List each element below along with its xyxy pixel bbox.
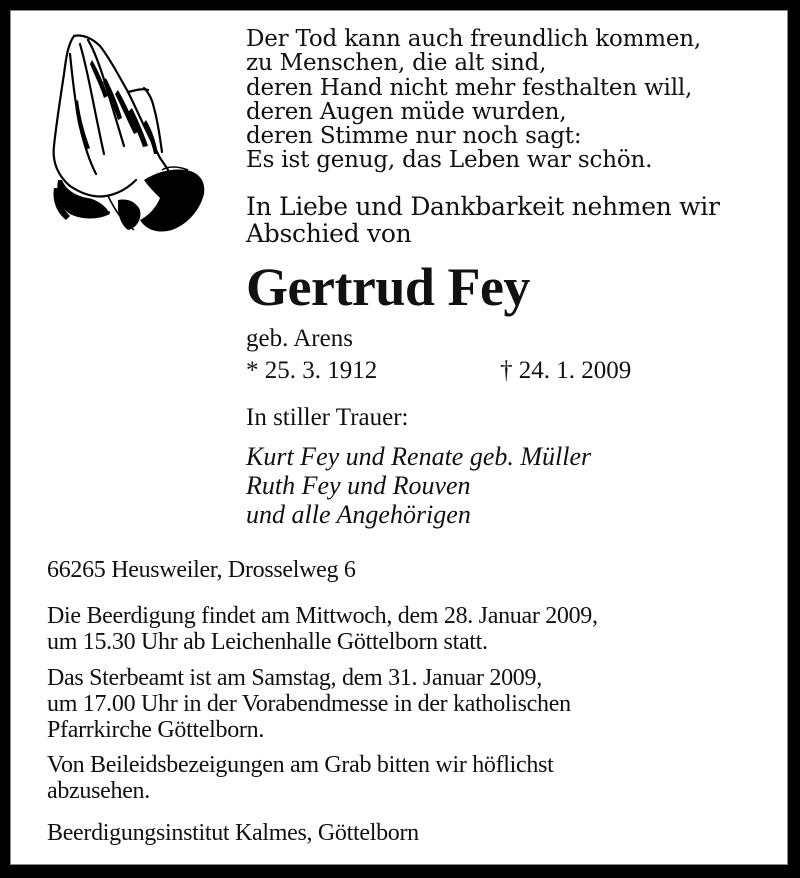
farewell-text <box>246 193 720 247</box>
funeral-line: Die Beerdigung findet am Mittwoch, dem 28. Januar 2009, <box>47 603 598 629</box>
undertaker: Beerdigungsinstitut Kalmes, Göttelborn <box>47 820 419 846</box>
mourner-line: Kurt Fey und Renate geb. Müller <box>246 442 592 471</box>
condolences-line: Von Beileidsbezeigungen am Grab bitten wir höflichst <box>47 752 554 778</box>
family-address: 66265 Heusweiler, Drosselweg 6 <box>47 557 356 583</box>
funeral-info <box>47 603 598 655</box>
mass-line: Das Sterbeamt ist am Samstag, dem 31. Januar 2009, <box>47 665 542 691</box>
praying-hands-icon <box>48 30 206 235</box>
mourners-list <box>246 442 591 529</box>
maiden-name: geb. Arens <box>246 325 353 352</box>
poem <box>246 27 701 173</box>
funeral-line: um 15.30 Uhr ab Leichenhalle Göttelborn statt. <box>47 629 488 655</box>
poem-line: zu Menschen, die alt sind, <box>246 50 547 77</box>
deceased-name: Gertrud Fey <box>246 257 530 317</box>
mourning-heading: In stiller Trauer: <box>246 404 409 431</box>
death-date: † 24. 1. 2009 <box>500 357 632 384</box>
farewell-line: In Liebe und Dankbarkeit nehmen wir <box>246 192 720 221</box>
condolences-note <box>47 752 554 804</box>
mass-line: um 17.00 Uhr in der Vorabendmesse in der katholischen <box>47 691 571 717</box>
poem-line: Der Tod kann auch freundlich kommen, <box>246 26 702 52</box>
poem-line: deren Hand nicht mehr festhalten will, <box>246 74 693 101</box>
farewell-line: Abschied von <box>246 219 412 248</box>
poem-line: Es ist genug, das Leben war schön. <box>246 147 653 174</box>
mourner-line: Ruth Fey und Rouven <box>246 471 471 500</box>
mourner-line: und alle Angehörigen <box>246 500 471 529</box>
mass-line: Pfarrkirche Göttelborn. <box>47 717 265 743</box>
requiem-mass-info <box>47 665 571 743</box>
birth-date: * 25. 3. 1912 <box>246 357 378 384</box>
condolences-line: abzusehen. <box>47 778 150 804</box>
poem-line: deren Stimme nur noch sagt: <box>246 123 582 150</box>
poem-line: deren Augen müde wurden, <box>246 98 567 125</box>
